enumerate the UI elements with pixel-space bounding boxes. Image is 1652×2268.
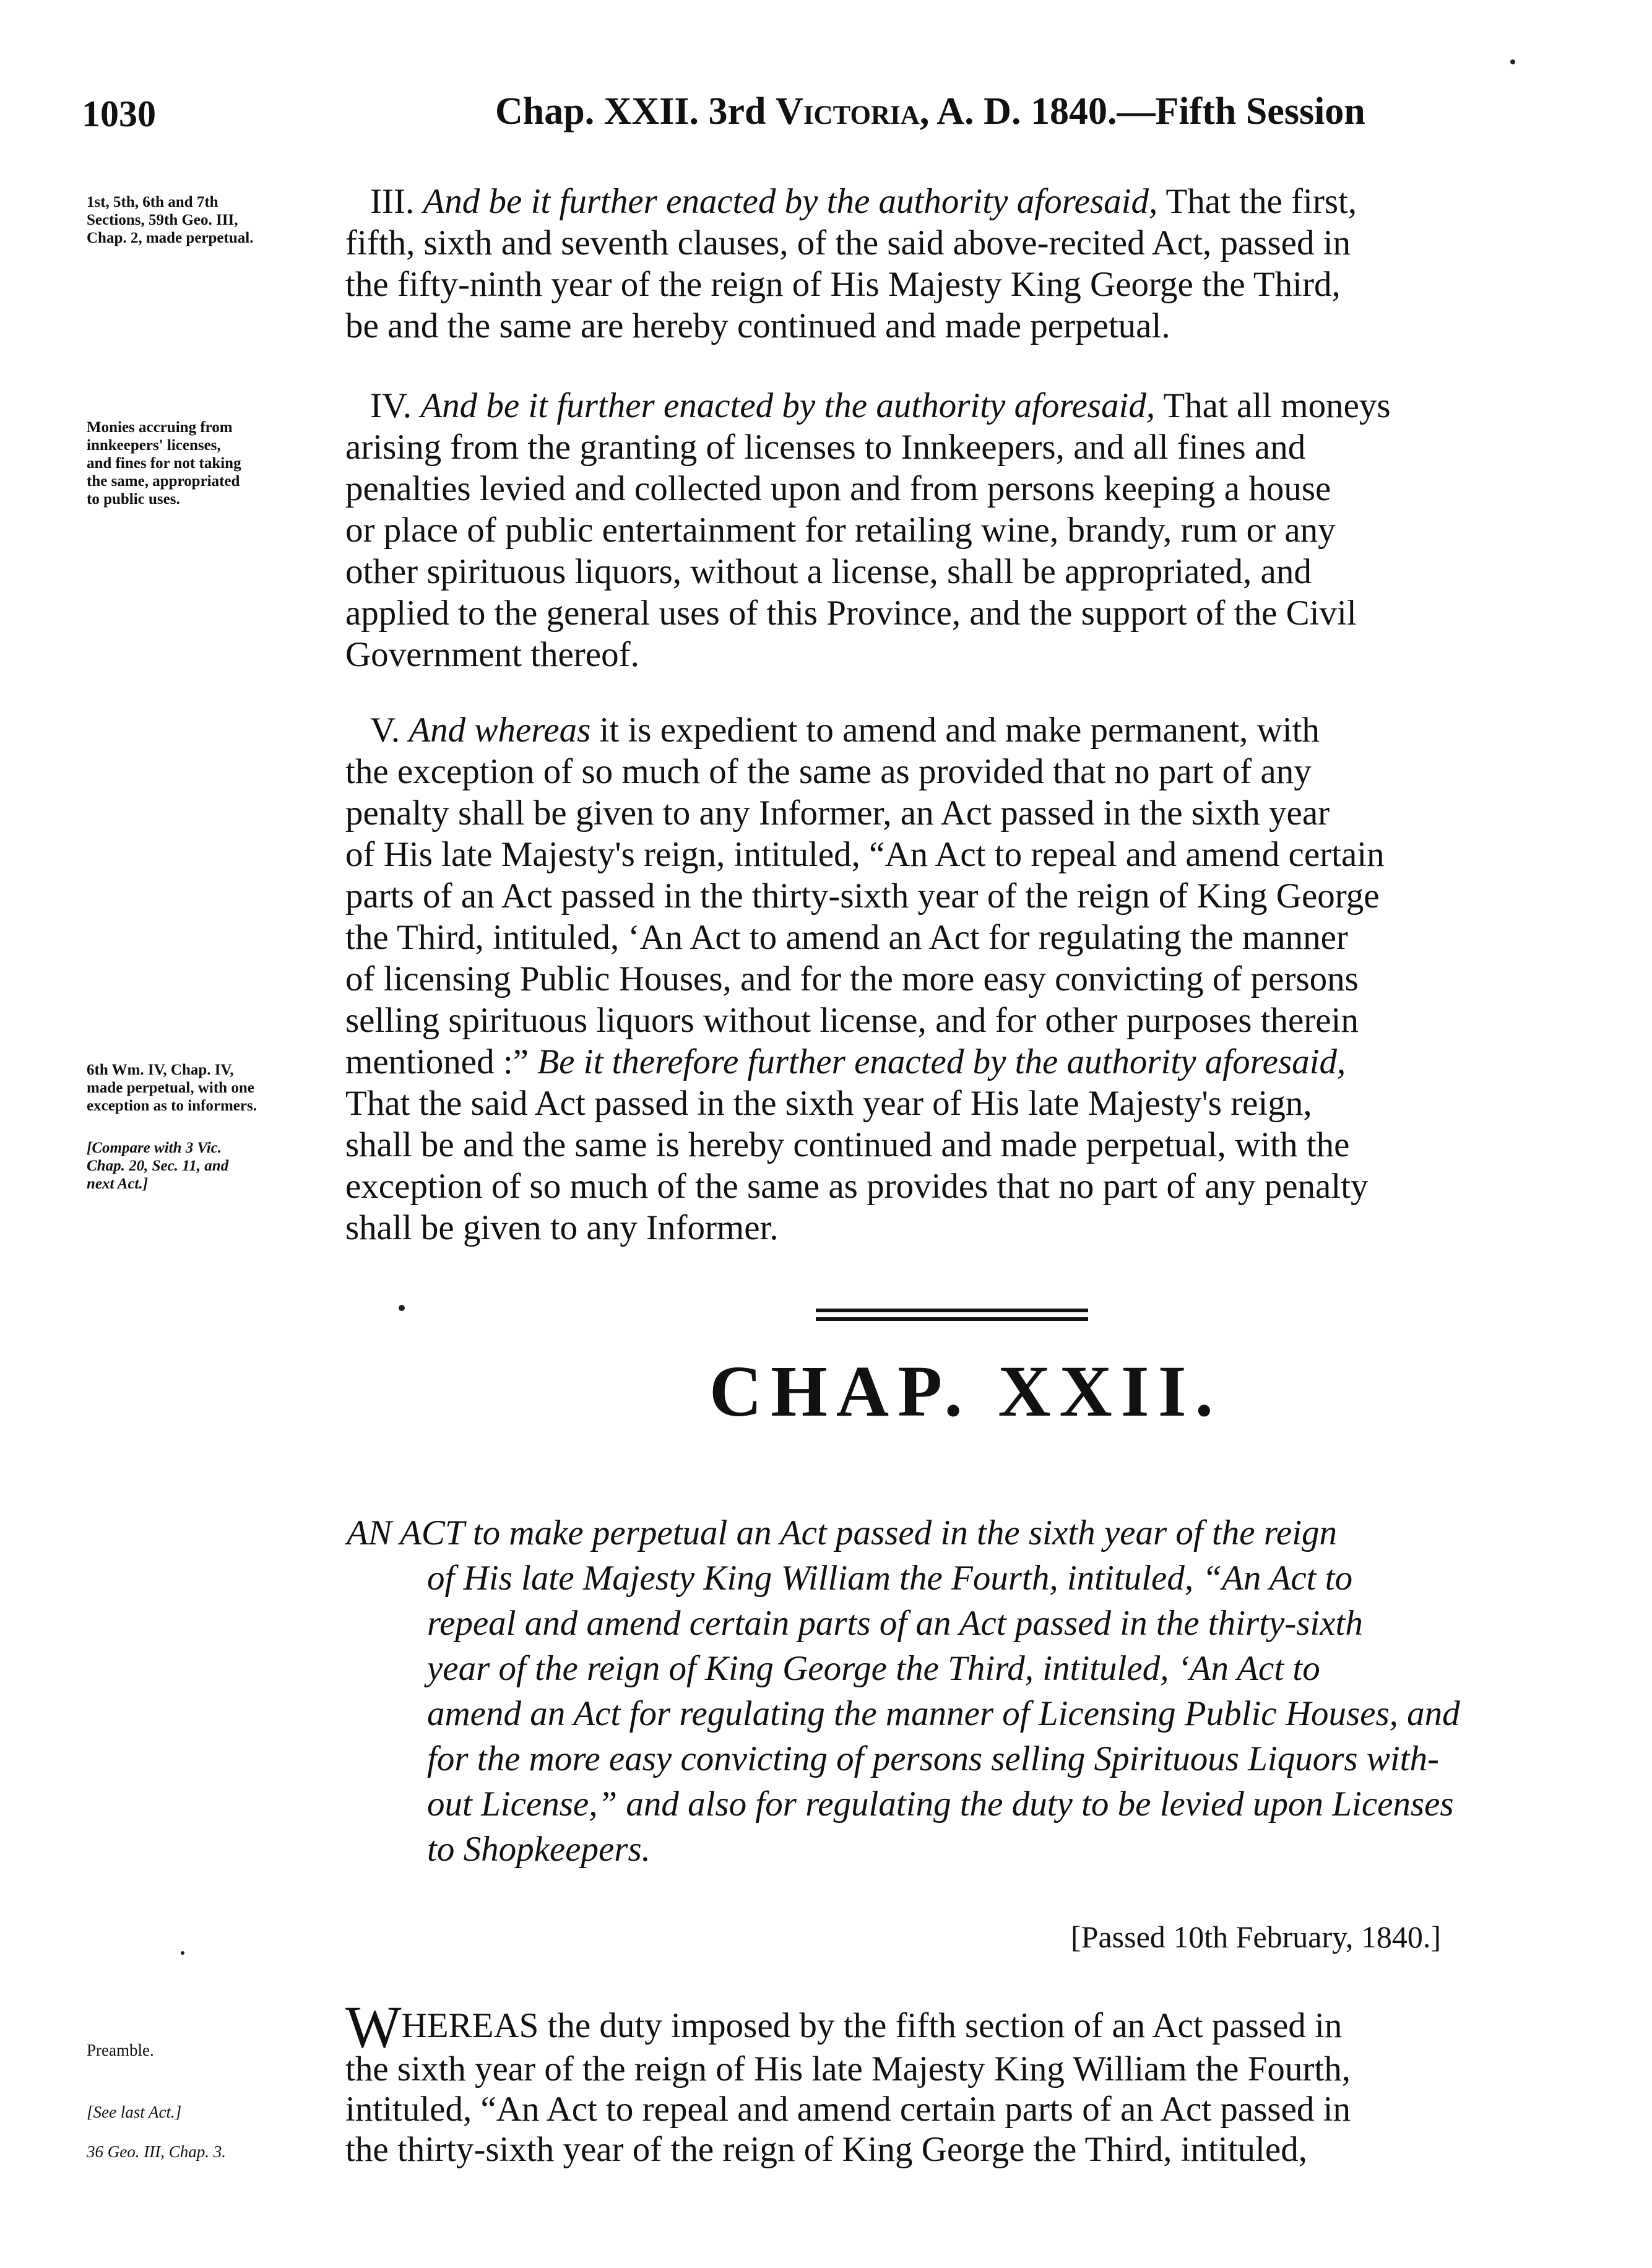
act-title <box>347 1510 1578 1872</box>
margin-note-geo: 36 Geo. III, Chap. 3. <box>87 2142 226 2161</box>
act-title-line <box>347 1510 1578 1556</box>
margin-note-line: 1st, 5th, 6th and 7th <box>87 194 218 210</box>
running-head-victoria: Victoria <box>776 90 920 132</box>
act-title-line: to Shopkeepers. <box>427 1830 651 1869</box>
section-line: other spirituous liquors, without a license, shall be appropriated, and <box>345 552 1312 591</box>
margin-note-line: 6th Wm. IV, Chap. IV, <box>87 1062 234 1078</box>
margin-note-line: Chap. 20, Sec. 11, and <box>87 1158 229 1174</box>
act-title-lead: AN ACT <box>347 1513 464 1552</box>
preamble-line <box>345 1994 1571 2060</box>
margin-note-line: Chap. 2, made perpetual. <box>87 230 254 246</box>
section-line: arising from the granting of licenses to Innkeepers, and all fines and <box>345 428 1306 467</box>
margin-note-line: made perpetual, with one <box>87 1080 254 1096</box>
section-line <box>345 1041 1571 1083</box>
margin-note-line: next Act.] <box>87 1175 149 1192</box>
whereas-clause: And whereas <box>409 711 591 750</box>
section-line: fifth, sixth and seventh clauses, of the said above-recited Act, passed in <box>345 223 1351 262</box>
scan-speck <box>181 1951 184 1955</box>
section-line: parts of an Act passed in the thirty-sixth year of the reign of King George <box>345 876 1380 915</box>
margin-note-compare <box>87 1139 359 1193</box>
act-title-line: repeal and amend certain parts of an Act passed in the thirty-sixth <box>427 1604 1363 1643</box>
enacting-clause: And be it further enacted by the authority aforesaid, <box>420 386 1156 425</box>
section-line: the fifty-ninth year of the reign of His Majesty King George the Third, <box>345 265 1341 304</box>
section-line <box>345 181 1571 222</box>
margin-note-line: to public uses. <box>87 491 180 508</box>
scan-speck <box>399 1305 405 1311</box>
section-line: of licensing Public Houses, and for the more easy convicting of persons <box>345 959 1359 998</box>
section-line: Government thereof. <box>345 635 639 674</box>
double-rule-bottom <box>816 1317 1088 1321</box>
preamble-line: intituled, “An Act to repeal and amend certain parts of an Act passed in <box>345 2090 1351 2129</box>
margin-note-section-5 <box>87 1061 359 1115</box>
text-run: it is expedient to amend and make permanent, with <box>599 711 1320 750</box>
margin-note-line: and fines for not taking <box>87 455 241 472</box>
margin-note-line: exception as to informers. <box>87 1097 257 1114</box>
act-title-line: for the more easy convicting of persons selling Spirituous Liquors with- <box>427 1739 1439 1778</box>
section-line <box>345 385 1571 426</box>
text-run: to make perpetual an Act passed in the sixth year of the reign <box>472 1513 1338 1552</box>
text-run: HEREAS the duty imposed by the fifth section of an Act passed in <box>401 2006 1343 2045</box>
margin-note-line: innkeepers' licenses, <box>87 437 221 454</box>
text-run: mentioned :” <box>345 1042 529 1081</box>
section-line: shall be and the same is hereby continued and made perpetual, with the <box>345 1125 1350 1164</box>
section-number: IV. <box>370 386 412 425</box>
margin-note-section-3 <box>87 193 359 247</box>
margin-note-section-4 <box>87 418 359 508</box>
enacting-clause: Be it therefore further enacted by the authority aforesaid, <box>537 1042 1346 1081</box>
margin-note-line: Monies accruing from <box>87 419 233 436</box>
act-title-line: of His late Majesty King William the Fourth, intituled, “An Act to <box>427 1559 1353 1598</box>
text-run: That all moneys <box>1163 386 1391 425</box>
section-line: penalties levied and collected upon and from persons keeping a house <box>345 469 1331 508</box>
act-title-line: year of the reign of King George the Third, intituled, ‘An Act to <box>427 1649 1320 1688</box>
margin-note-line: Sections, 59th Geo. III, <box>87 212 238 228</box>
section-line: selling spirituous liquors without license, and for other purposes therein <box>345 1001 1359 1040</box>
section-line: be and the same are hereby continued and made perpetual. <box>345 306 1170 345</box>
section-line: exception of so much of the same as provides that no part of any penalty <box>345 1167 1369 1206</box>
section-line: of His late Majesty's reign, intituled, “An Act to repeal and amend certain <box>345 835 1385 874</box>
preamble-line: the thirty-sixth year of the reign of King George the Third, intituled, <box>345 2130 1307 2169</box>
preamble-text <box>345 1994 1571 2170</box>
section-line: shall be given to any Informer. <box>345 1208 779 1247</box>
section-line: the exception of so much of the same as provided that no part of any <box>345 752 1312 791</box>
margin-note-see-last: [See last Act.] <box>87 2103 182 2121</box>
section-line: That the said Act passed in the sixth year of His late Majesty's reign, <box>345 1084 1312 1123</box>
section-line: penalty shall be given to any Informer, an Act passed in the sixth year <box>345 794 1330 833</box>
section-3 <box>345 181 1571 347</box>
text-run: That the first, <box>1165 182 1357 221</box>
section-number: III. <box>370 182 415 221</box>
section-line: applied to the general uses of this Province, and the support of the Civil <box>345 594 1357 633</box>
section-line <box>345 709 1571 751</box>
enacting-clause: And be it further enacted by the authority aforesaid, <box>423 182 1158 221</box>
margin-note-line: the same, appropriated <box>87 473 240 490</box>
passed-date: [Passed 10th February, 1840.] <box>1071 1920 1442 1954</box>
scan-speck <box>1510 59 1515 64</box>
running-head-suffix: , A. D. 1840.—Fifth Session <box>919 90 1365 132</box>
section-4 <box>345 385 1571 675</box>
page-number: 1030 <box>82 93 156 134</box>
preamble-line: the sixth year of the reign of His late Majesty King William the Fourth, <box>345 2049 1351 2088</box>
margin-note-line: [Compare with 3 Vic. <box>87 1140 222 1156</box>
margin-note-preamble: Preamble. <box>87 2041 154 2059</box>
drop-cap: W <box>345 1994 402 2060</box>
section-line: or place of public entertainment for retailing wine, brandy, rum or any <box>345 511 1336 550</box>
section-number: V. <box>370 711 400 750</box>
double-rule-top <box>816 1309 1088 1312</box>
running-head <box>495 90 1365 134</box>
section-5 <box>345 709 1571 1249</box>
chapter-heading: CHAP. XXII. <box>709 1351 1222 1432</box>
act-title-line: out License,” and also for regulating the duty to be levied upon Licenses <box>427 1785 1454 1824</box>
act-title-line: amend an Act for regulating the manner of Licensing Public Houses, and <box>427 1694 1460 1733</box>
running-head-prefix: Chap. XXII. 3rd <box>495 90 776 132</box>
section-line: the Third, intituled, ‘An Act to amend an Act for regulating the manner <box>345 918 1348 957</box>
